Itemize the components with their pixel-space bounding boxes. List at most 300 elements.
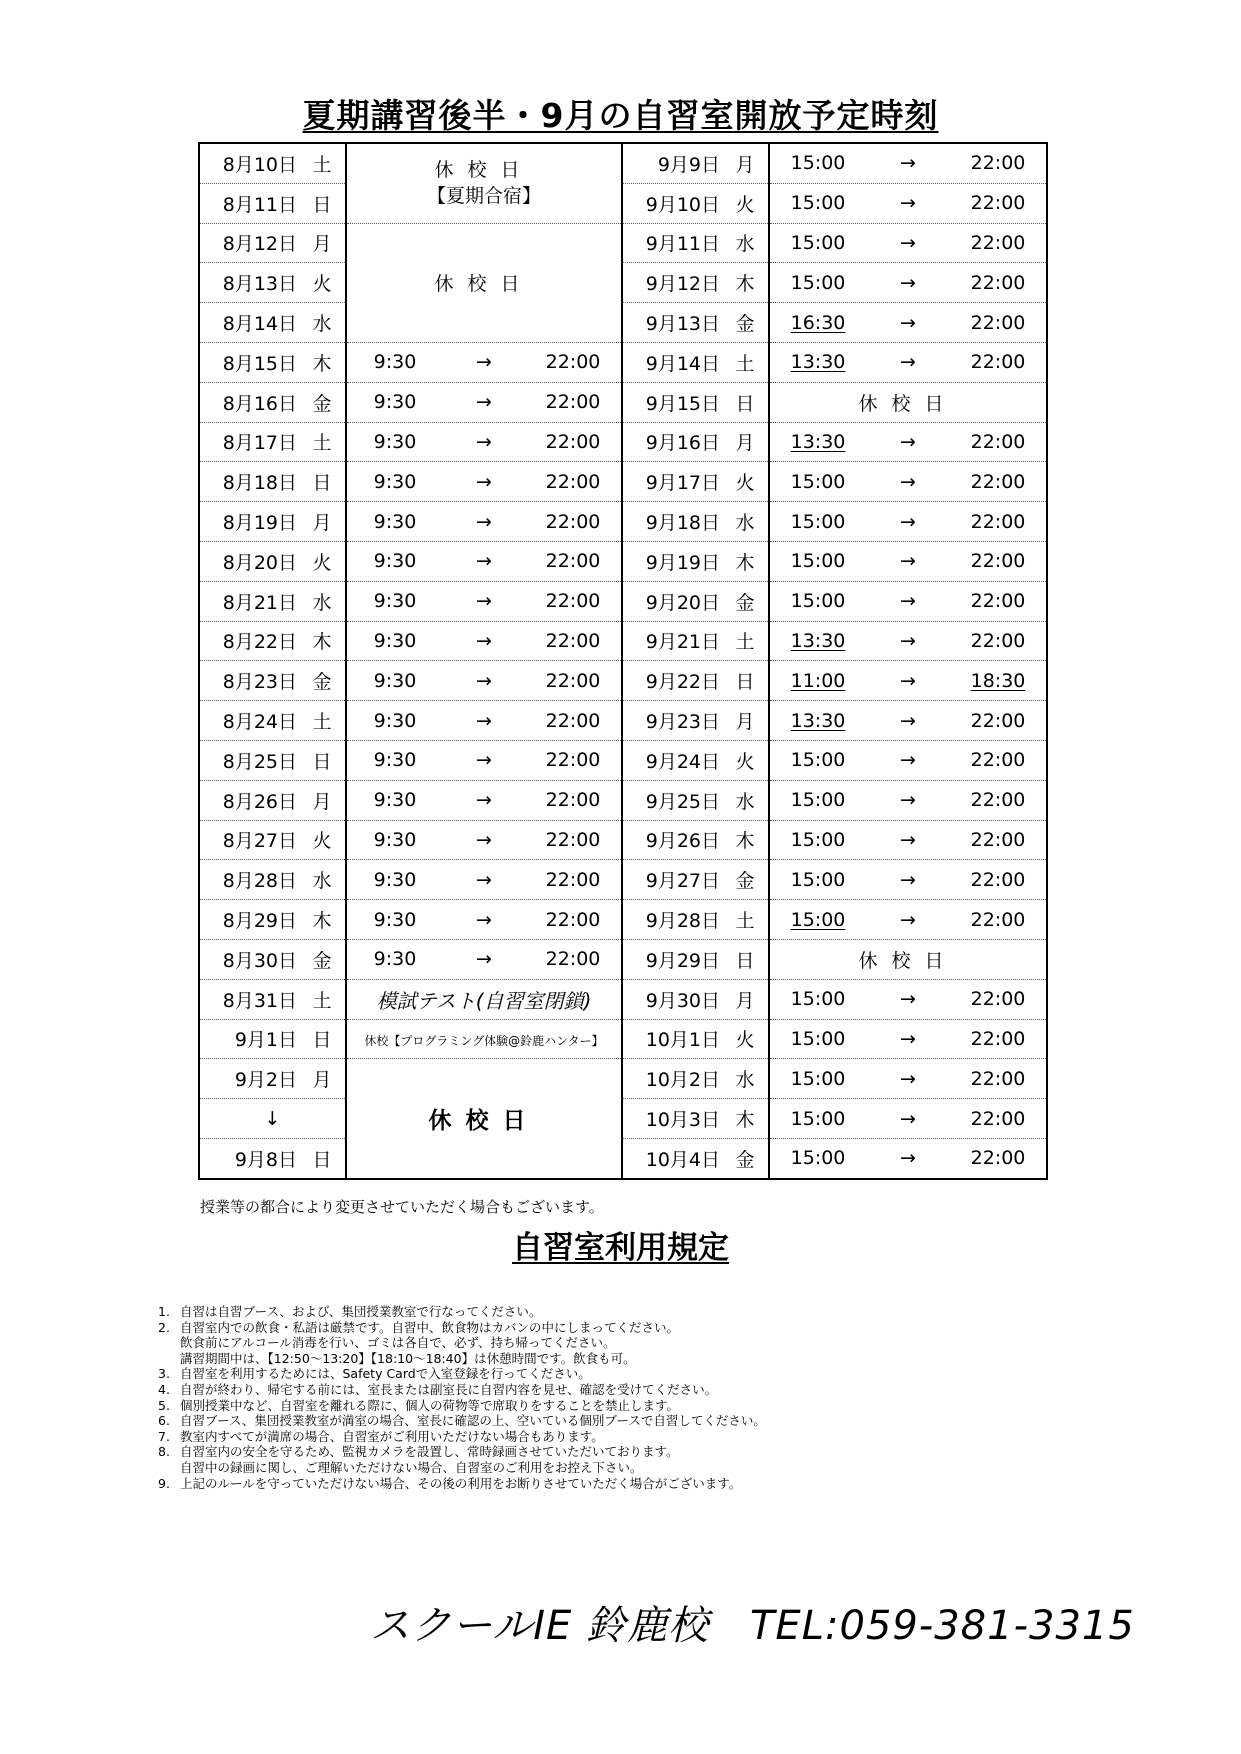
- rule-item: [158, 1476, 1118, 1492]
- open-time: 15:00: [790, 510, 846, 533]
- closed-cell: [346, 1059, 622, 1179]
- arrow-glyph: →: [476, 789, 492, 812]
- close-time: 22:00: [970, 1027, 1026, 1050]
- open-time: 15:00: [790, 1107, 846, 1130]
- date-label: [623, 588, 768, 615]
- weekday-text: 水: [312, 591, 332, 614]
- date-label: [200, 349, 345, 376]
- weekday-text: 水: [735, 790, 755, 813]
- date-label: [200, 1108, 345, 1130]
- weekday-text: 土: [735, 631, 755, 654]
- date-text: 8月28日: [222, 870, 297, 893]
- rule-text: 上記のルールを守っていただけない場合、その後の利用をお断りさせていただく場合がございます。: [180, 1475, 742, 1491]
- arrow-glyph: →: [476, 351, 492, 374]
- open-time: 9:30: [373, 868, 417, 891]
- open-time: 15:00: [790, 192, 846, 215]
- close-time: 22:00: [545, 868, 601, 891]
- close-time: 22:00: [545, 669, 601, 692]
- date-cell: [199, 1059, 346, 1099]
- rule-item: [158, 1304, 1118, 1320]
- weekday-text: 木: [735, 551, 755, 574]
- weekday-text: 月: [312, 233, 332, 256]
- open-time: 15:00: [790, 231, 846, 254]
- open-time: 9:30: [373, 629, 417, 652]
- date-text: 9月27日: [645, 870, 720, 893]
- summer-camp-closed-cell: [346, 143, 622, 223]
- time-cell: [346, 462, 622, 502]
- table-row: [199, 820, 1047, 860]
- date-text: 10月2日: [645, 1069, 720, 1092]
- rule-item: [158, 1413, 1118, 1429]
- time-cell: [346, 780, 622, 820]
- arrow-glyph: →: [476, 430, 492, 453]
- close-time: 22:00: [545, 709, 601, 732]
- open-time: 9:30: [373, 789, 417, 812]
- close-time: 22:00: [545, 351, 601, 374]
- arrow-glyph: →: [900, 550, 916, 573]
- date-text: 8月10日: [222, 153, 297, 176]
- close-time: 22:00: [545, 430, 601, 453]
- open-time: 15:00: [790, 1067, 846, 1090]
- date-text: 8月16日: [222, 392, 297, 415]
- open-time: 11:00: [790, 669, 846, 692]
- rule-text: 自習が終わり、帰宅する前には、室長または副室長に自習内容を見せ、確認を受けてください。: [180, 1381, 718, 1397]
- weekday-text: 金: [312, 671, 332, 694]
- arrow-glyph: →: [900, 271, 916, 294]
- open-time: 13:30: [790, 629, 846, 652]
- close-time: 22:00: [970, 1067, 1026, 1090]
- arrow-glyph: →: [900, 709, 916, 732]
- date-label: [623, 906, 768, 933]
- date-cell: [199, 303, 346, 343]
- rule-text: 個別授業中など、自習室を離れる際に、個人の荷物等で席取りをすることを禁止します。: [180, 1397, 680, 1413]
- time-cell: [769, 502, 1047, 542]
- arrow-glyph: →: [900, 789, 916, 812]
- date-label: [200, 1025, 345, 1052]
- time-cell: [346, 581, 622, 621]
- date-label: [623, 747, 768, 774]
- close-time: 22:00: [970, 868, 1026, 891]
- open-time: 9:30: [373, 828, 417, 851]
- time-range: [770, 511, 1046, 533]
- close-time: 22:00: [970, 192, 1026, 215]
- date-cell: [199, 780, 346, 820]
- rule-item: [158, 1460, 1118, 1476]
- time-range: [770, 232, 1046, 254]
- weekday-text: 木: [735, 273, 755, 296]
- date-cell: [199, 621, 346, 661]
- rule-item: [158, 1382, 1118, 1398]
- time-range: [770, 909, 1046, 931]
- date-cell: [622, 422, 769, 462]
- close-time: 22:00: [970, 510, 1026, 533]
- open-time: 13:30: [790, 351, 846, 374]
- time-range: [770, 192, 1046, 214]
- weekday-text: 日: [312, 750, 332, 773]
- arrow-glyph: →: [476, 550, 492, 573]
- weekday-text: 日: [312, 1148, 332, 1171]
- date-text: 9月18日: [645, 512, 720, 535]
- date-label: [200, 946, 345, 973]
- open-time: 15:00: [790, 749, 846, 772]
- date-cell: [199, 502, 346, 542]
- weekday-text: 火: [312, 551, 332, 574]
- close-time: 22:00: [970, 231, 1026, 254]
- close-time: 22:00: [970, 988, 1026, 1011]
- date-label: [623, 986, 768, 1013]
- close-time: 22:00: [545, 828, 601, 851]
- time-range: [347, 590, 621, 612]
- time-range: [347, 351, 621, 373]
- date-text: 9月9日: [657, 153, 720, 176]
- weekday-text: 水: [312, 313, 332, 336]
- date-cell: [622, 223, 769, 263]
- time-cell: [769, 303, 1047, 343]
- date-text: 9月21日: [645, 631, 720, 654]
- arrow-glyph: →: [900, 669, 916, 692]
- date-cell: [622, 701, 769, 741]
- date-label: [623, 309, 768, 336]
- open-time: 15:00: [790, 590, 846, 613]
- date-label: [623, 269, 768, 296]
- close-time: 22:00: [545, 789, 601, 812]
- rule-text: 自習室内での飲食・私語は厳禁です。自習中、飲食物はカバンの中にしまってください。: [180, 1319, 680, 1335]
- weekday-text: 日: [312, 193, 332, 216]
- open-time: 13:30: [790, 430, 846, 453]
- date-text: 8月21日: [222, 591, 297, 614]
- time-range: [770, 1068, 1046, 1090]
- date-text: 9月11日: [645, 233, 720, 256]
- close-time: 22:00: [970, 908, 1026, 931]
- table-row: [199, 1019, 1047, 1059]
- time-range: [347, 710, 621, 732]
- table-row: [199, 581, 1047, 621]
- date-label: [200, 986, 345, 1013]
- open-time: 15:00: [790, 828, 846, 851]
- date-cell: [199, 820, 346, 860]
- date-text: 8月15日: [222, 352, 297, 375]
- time-cell: [346, 860, 622, 900]
- open-time: 15:00: [790, 988, 846, 1011]
- time-cell: [346, 342, 622, 382]
- open-time: 15:00: [790, 550, 846, 573]
- time-range: [770, 988, 1046, 1010]
- time-cell: [769, 183, 1047, 223]
- close-time: 22:00: [970, 828, 1026, 851]
- table-row: [199, 1059, 1047, 1099]
- time-range: [347, 550, 621, 572]
- closed-label: 休校日: [858, 392, 958, 415]
- date-cell: [622, 780, 769, 820]
- close-time: 22:00: [545, 590, 601, 613]
- weekday-text: 土: [312, 989, 332, 1012]
- date-cell: [622, 541, 769, 581]
- rule-number: 6.: [158, 1413, 170, 1429]
- date-label: [200, 190, 345, 217]
- time-cell: [346, 382, 622, 422]
- open-time: 9:30: [373, 550, 417, 573]
- time-cell: [769, 1099, 1047, 1139]
- weekday-text: 金: [735, 591, 755, 614]
- date-cell: [622, 581, 769, 621]
- summer-camp-label: 【夏期合宿】: [426, 185, 541, 208]
- time-cell: [346, 820, 622, 860]
- time-cell: [769, 979, 1047, 1019]
- date-cell: [622, 143, 769, 183]
- date-text: 10月1日: [645, 1029, 720, 1052]
- table-row: [199, 979, 1047, 1019]
- rule-text: 自習室を利用するためには、Safety Cardで入室登録を行ってください。: [180, 1366, 591, 1382]
- date-text: 9月30日: [645, 989, 720, 1012]
- date-text: 8月24日: [222, 711, 297, 734]
- close-time: 22:00: [545, 749, 601, 772]
- date-text: 8月26日: [222, 790, 297, 813]
- arrow-glyph: →: [476, 948, 492, 971]
- arrow-glyph: →: [476, 749, 492, 772]
- open-time: 9:30: [373, 749, 417, 772]
- date-label: [200, 508, 345, 535]
- date-cell: [622, 342, 769, 382]
- time-cell: [769, 422, 1047, 462]
- date-text: 8月18日: [222, 472, 297, 495]
- date-text: 8月12日: [222, 233, 297, 256]
- rule-number: [158, 1460, 180, 1476]
- date-cell: [199, 342, 346, 382]
- rule-item: [158, 1335, 1118, 1351]
- weekday-text: 木: [312, 631, 332, 654]
- time-cell: [769, 900, 1047, 940]
- weekday-text: 金: [735, 313, 755, 336]
- date-cell: [199, 382, 346, 422]
- school-contact: スクールIE 鈴鹿校 TEL:059-381-3315: [370, 1603, 1135, 1649]
- time-range: [347, 391, 621, 413]
- weekday-text: 月: [312, 1069, 332, 1092]
- date-label: [623, 826, 768, 853]
- date-label: [623, 866, 768, 893]
- arrow-glyph: →: [900, 1027, 916, 1050]
- weekday-text: 日: [735, 671, 755, 694]
- table-row: [199, 502, 1047, 542]
- weekday-text: 金: [312, 392, 332, 415]
- rule-number: 5.: [158, 1397, 170, 1413]
- date-label: [200, 667, 345, 694]
- weekday-text: 金: [312, 949, 332, 972]
- date-cell: [199, 979, 346, 1019]
- date-cell: [199, 1138, 346, 1178]
- close-time: 22:00: [545, 510, 601, 533]
- time-cell: [769, 740, 1047, 780]
- open-time: 15:00: [790, 868, 846, 891]
- arrow-glyph: →: [900, 749, 916, 772]
- weekday-text: 土: [735, 910, 755, 933]
- table-row: [199, 860, 1047, 900]
- open-time: 15:00: [790, 470, 846, 493]
- weekday-text: 火: [735, 750, 755, 773]
- date-text: 9月10日: [645, 193, 720, 216]
- date-text: 8月22日: [222, 631, 297, 654]
- arrow-glyph: →: [476, 908, 492, 931]
- date-text: 8月30日: [222, 949, 297, 972]
- date-label: [623, 946, 768, 973]
- weekday-text: 土: [312, 153, 332, 176]
- date-cell: [622, 1019, 769, 1059]
- date-label: [623, 190, 768, 217]
- table-row: [199, 382, 1047, 422]
- time-range: [347, 789, 621, 811]
- date-label: [200, 1065, 345, 1092]
- date-label: [623, 229, 768, 256]
- weekday-text: 木: [735, 830, 755, 853]
- date-label: [200, 150, 345, 177]
- open-time: 9:30: [373, 430, 417, 453]
- date-cell: [622, 183, 769, 223]
- open-time: 15:00: [790, 1147, 846, 1170]
- date-label: [623, 349, 768, 376]
- close-time: 22:00: [970, 311, 1026, 334]
- time-cell: [769, 1138, 1047, 1178]
- arrow-glyph: →: [900, 470, 916, 493]
- table-row: [199, 143, 1047, 183]
- weekday-text: 金: [735, 870, 755, 893]
- date-text: 8月27日: [222, 830, 297, 853]
- weekday-text: 火: [735, 1029, 755, 1052]
- arrow-glyph: →: [476, 470, 492, 493]
- table-row: [199, 1138, 1047, 1178]
- time-range: [347, 670, 621, 692]
- table-row: [199, 780, 1047, 820]
- time-cell: [346, 701, 622, 741]
- table-row: [199, 621, 1047, 661]
- closed-label: 休校日: [434, 273, 534, 296]
- table-row: [199, 701, 1047, 741]
- weekday-text: 木: [312, 352, 332, 375]
- weekday-text: 日: [735, 392, 755, 415]
- open-time: 16:30: [790, 311, 846, 334]
- date-cell: [622, 263, 769, 303]
- date-cell: [199, 1019, 346, 1059]
- close-time: 22:00: [545, 629, 601, 652]
- date-cell: [622, 820, 769, 860]
- rule-text: 教室内すべてが満席の場合、自習室がご利用いただけない場合もあります。: [180, 1428, 604, 1444]
- date-text: 9月26日: [645, 830, 720, 853]
- date-label: [200, 826, 345, 853]
- time-range: [347, 471, 621, 493]
- weekday-text: 火: [312, 830, 332, 853]
- table-row: [199, 462, 1047, 502]
- table-row: [199, 900, 1047, 940]
- weekday-text: 木: [735, 1109, 755, 1132]
- time-range: [770, 789, 1046, 811]
- rule-item: [158, 1351, 1118, 1367]
- date-cell: [199, 462, 346, 502]
- arrow-glyph: →: [476, 868, 492, 891]
- closed-label: 休校日: [434, 159, 534, 182]
- arrow-glyph: →: [900, 988, 916, 1011]
- open-time: 9:30: [373, 351, 417, 374]
- time-range: [770, 351, 1046, 373]
- time-cell: [769, 541, 1047, 581]
- time-cell: [769, 860, 1047, 900]
- date-cell: [199, 581, 346, 621]
- weekday-text: 月: [735, 432, 755, 455]
- time-range: [770, 312, 1046, 334]
- closed-cell: [769, 382, 1047, 422]
- close-time: 22:00: [545, 908, 601, 931]
- date-cell: [622, 303, 769, 343]
- date-cell: [622, 860, 769, 900]
- date-text: 9月14日: [645, 352, 720, 375]
- close-time: 22:00: [970, 590, 1026, 613]
- time-range: [770, 829, 1046, 851]
- date-cell: [622, 900, 769, 940]
- closed-cell: [769, 939, 1047, 979]
- time-cell: [346, 939, 622, 979]
- rule-item: [158, 1429, 1118, 1445]
- date-text: 9月28日: [645, 910, 720, 933]
- close-time: 22:00: [545, 470, 601, 493]
- programming-cell: [346, 1019, 622, 1059]
- time-cell: [769, 342, 1047, 382]
- date-label: [623, 389, 768, 416]
- date-text: 8月19日: [222, 512, 297, 535]
- arrow-glyph: →: [900, 231, 916, 254]
- arrow-glyph: →: [476, 629, 492, 652]
- rule-item: [158, 1366, 1118, 1382]
- time-range: [770, 152, 1046, 174]
- arrow-glyph: →: [476, 828, 492, 851]
- date-text: 9月19日: [645, 551, 720, 574]
- open-time: 9:30: [373, 391, 417, 414]
- time-cell: [769, 143, 1047, 183]
- rule-number: 1.: [158, 1304, 170, 1319]
- date-cell: [199, 939, 346, 979]
- close-time: 22:00: [970, 550, 1026, 573]
- date-cell: [199, 1099, 346, 1139]
- close-time: 22:00: [970, 152, 1026, 175]
- date-label: [623, 468, 768, 495]
- time-range: [347, 829, 621, 851]
- date-text: 9月23日: [645, 711, 720, 734]
- date-label: [200, 1145, 345, 1172]
- open-time: 9:30: [373, 510, 417, 533]
- date-cell: [199, 183, 346, 223]
- date-label: [623, 1145, 768, 1172]
- date-label: [623, 1025, 768, 1052]
- date-label: [200, 548, 345, 575]
- date-text: 9月15日: [645, 392, 720, 415]
- rule-text: 自習中の録画に関し、ご理解いただけない場合、自習室のご利用をお控え下さい。: [180, 1459, 643, 1475]
- time-cell: [769, 263, 1047, 303]
- date-label: [623, 1105, 768, 1132]
- time-cell: [769, 223, 1047, 263]
- date-text: 8月13日: [222, 273, 297, 296]
- date-label: [623, 548, 768, 575]
- date-label: [200, 787, 345, 814]
- date-text: 8月23日: [222, 671, 297, 694]
- rules-title: 自習室利用規定: [512, 1230, 729, 1266]
- close-time: 22:00: [970, 351, 1026, 374]
- date-text: 9月29日: [645, 949, 720, 972]
- arrow-glyph: →: [476, 709, 492, 732]
- weekday-text: 月: [735, 153, 755, 176]
- table-row: [199, 183, 1047, 223]
- time-range: [347, 630, 621, 652]
- date-cell: [199, 422, 346, 462]
- programming-label: 休校【プログラミング体験@鈴鹿ハンター】: [364, 1033, 604, 1048]
- date-text: 8月20日: [222, 551, 297, 574]
- rule-number: [158, 1351, 180, 1367]
- date-text: 9月20日: [645, 591, 720, 614]
